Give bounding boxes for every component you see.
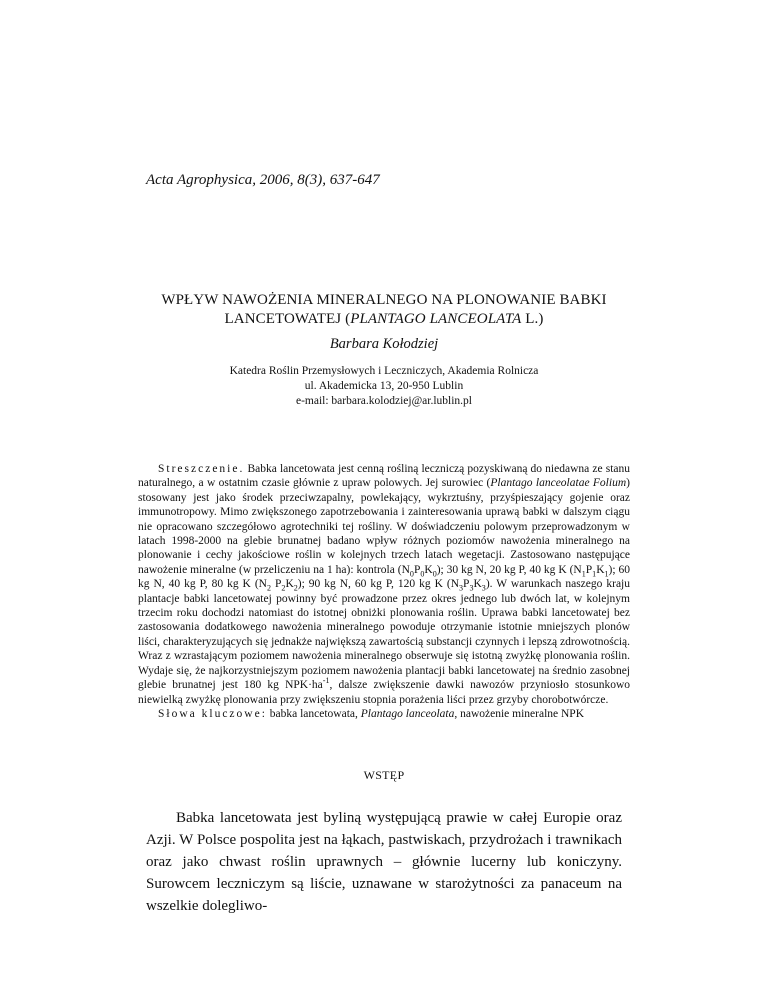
title-species-name: PLANTAGO LANCEOLATA bbox=[350, 311, 522, 327]
section-heading: WSTĘP bbox=[363, 768, 405, 782]
abstract bbox=[138, 462, 630, 721]
affiliation-line-2: ul. Akademicka 13, 20-950 Lublin bbox=[304, 380, 464, 392]
affiliation bbox=[0, 364, 768, 409]
title-line-1: WPŁYW NAWOŻENIA MINERALNEGO NA PLONOWANIE BABKI bbox=[161, 292, 607, 308]
affiliation-email: e-mail: barbara.kolodziej@ar.lublin.pl bbox=[295, 395, 472, 407]
title-line-2: LANCETOWATEJ (PLANTAGO LANCEOLATA L.) bbox=[224, 311, 544, 327]
abstract-label: Streszczenie. bbox=[158, 463, 245, 475]
keywords-label: Słowa kluczowe: bbox=[158, 707, 267, 720]
body-paragraph: Babka lancetowata jest byliną występującą prawie w całej Europie oraz Azji. W Polsce pospolita jest na łąkach, pastwiskach, przydrożach i trawnikach oraz jako chwast roślin uprawnych – głównie lucerny lub koniczyny. Surowcem leczniczym są liście, uznawane w starożytności za panaceum na wszelkie dolegliwo- bbox=[146, 810, 622, 914]
body-text bbox=[146, 807, 622, 917]
affiliation-line-1: Katedra Roślin Przemysłowych i Leczniczych, Akademia Rolnicza bbox=[229, 365, 539, 377]
paper-title bbox=[110, 291, 658, 329]
abstract-paragraph: Streszczenie. Babka lancetowata jest cenną rośliną leczniczą pozyskiwaną do niedawna ze stanu naturalnego, a w ostatnim czasie głównie z upraw polowych. Jej surowiec (Plantago lanceolatae Folium) stosowany jest jako środek przeciwzapalny, powlekający, wykrztuśny, przyśpieszający gojenie oraz immunotropowy. Mimo zwiększonego zapotrzebowania i zainteresowania uprawą babki w dalszym ciągu nie opracowano szczegółowo agrotechniki tej rośliny. W doświadczeniu polowym przeprowadzonym w latach 1998-2000 na glebie brunatnej badano wpływ różnych poziomów nawożenia mineralnego na plonowanie i cechy jakościowe roślin w kolejnych trzech latach wegetacji. Zastosowano następujące nawożenie mineralne (w przeliczeniu na 1 ha): kontrola $(N_0P_0K_0)$; 30 kg N, 20 kg P, 40 kg K $(N_1P_1K_1)$; 60 kg N, 40 kg P, 80 kg K ($N_2$ $P_2K_2$); 90 kg N, 60 kg P, 120 kg K $(N_3P_3K_3)$. W warunkach naszego kraju plantacje babki lancetowatej powinny być prowadzone przez okres jednego lub dwóch lat, w kolejnym trzecim roku dochodzi natomiast do istotnej obniżki plonowania roślin. Uprawa babki lancetowatej bez zastosowania dodatkowego nawożenia mineralnego powoduje otrzymanie istotnie mniejszych plonów liści, charakteryzujących się jednakże największą zawartością substancji czynnych i lepszą zdrowotnością. Wraz z wzrastającym poziomem nawożenia mineralnego obserwuje się istotną zwyżkę plonowania roślin. Wydaje się, że najkorzystniejszym poziomem nawożenia plantacji babki lancetowatej na średnio zasobnej glebie brunatnej jest 180 kg $NPK\cdot ha^{-1}$, dalsze zwiększenie dawki nawozów przyniosło stosunkowo niewielką zwyżkę plonowania przy zwiększeniu stopnia porażenia liści przez grzyby chorobotwórcze. bbox=[138, 463, 630, 706]
author-name: Barbara Kołodziej bbox=[329, 336, 439, 352]
journal-citation: Acta Agrophysica, 2006, 8(3), 637-647 bbox=[146, 172, 380, 188]
keywords: Słowa kluczowe: babka lancetowata, Plantago lanceolata, nawożenie mineralne NPK bbox=[158, 707, 585, 720]
